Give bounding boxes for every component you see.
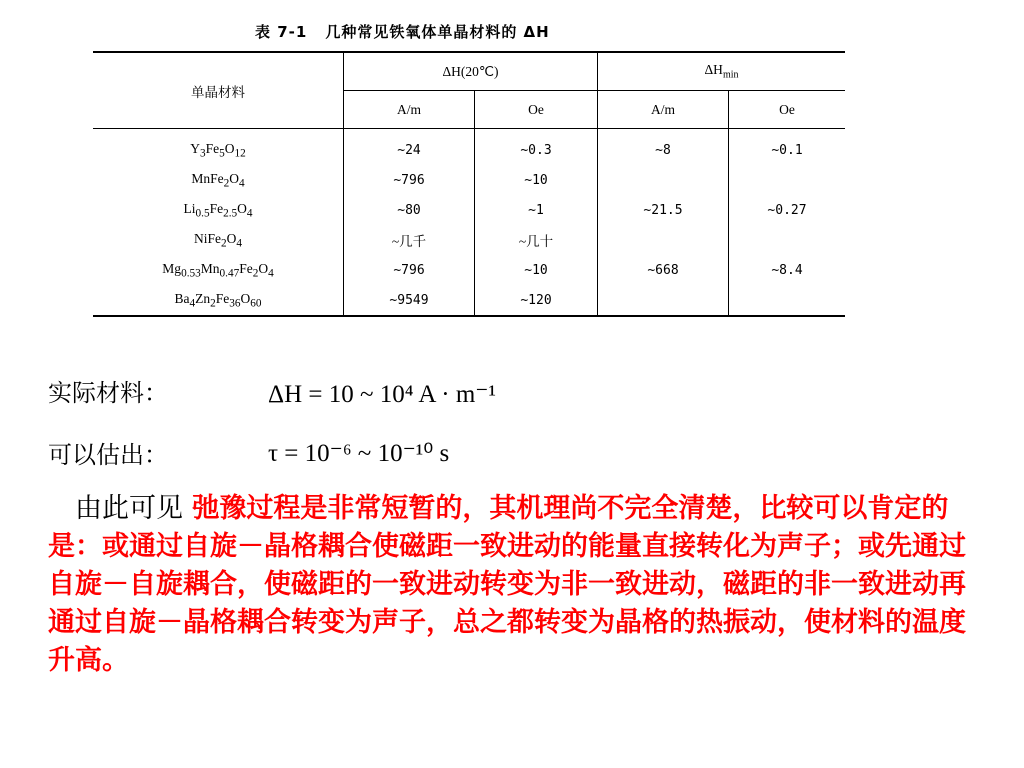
value-cell <box>729 165 846 195</box>
value-cell: ~10 <box>475 255 598 285</box>
value-cell: ~21.5 <box>598 195 729 225</box>
material-cell: $Y_3Fe_5O_{12}$ <box>190 140 246 160</box>
table-row <box>93 255 845 285</box>
unit-cell: A/m <box>598 91 729 129</box>
table-header-row <box>93 52 845 91</box>
paragraph-highlight: 弛豫过程是非常短暂的，其机理尚不完全清楚，比较可以肯定的是：或通过自旋－晶格耦合使磁距一致进动的能量直接转化为声子；或先通过自旋－自旋耦合，使磁距的一致进动转变为非一致进动，磁距的非一致进动再通过自旋－晶格耦合转变为声子，总之都转变为晶格的热振动，使材料的温度升高。 <box>48 493 966 676</box>
header-delta-h-min-symbol: ΔH <box>704 62 723 78</box>
value-cell: ~668 <box>598 255 729 285</box>
material-cell: $Mg_{0.53}Mn_{0.47}Fe_2O_4$ <box>162 260 274 280</box>
header-delta-h-20c: ΔH(20℃) <box>344 52 598 91</box>
ferrite-table <box>93 51 845 317</box>
value-cell: ~8.4 <box>729 255 846 285</box>
table-row <box>93 165 845 195</box>
table-row <box>93 195 845 225</box>
value-cell: ~1 <box>475 195 598 225</box>
header-delta-h-min-sub: min <box>722 69 739 81</box>
value-cell: ~几十 <box>475 225 598 255</box>
table-row <box>93 129 845 166</box>
value-cell <box>598 225 729 255</box>
explanation-paragraph <box>48 490 978 680</box>
tau-formula: τ = 10⁻⁶ ~ 10⁻¹⁰ s <box>268 440 450 467</box>
material-cell: $NiFe_2O_4$ <box>194 230 242 250</box>
header-material: 单晶材料 <box>93 52 344 129</box>
table-caption <box>255 21 550 42</box>
value-cell <box>598 165 729 195</box>
estimate-label: 可以估出： <box>48 441 168 469</box>
table-caption-text: 几种常见铁氧体单晶材料的 ΔH <box>325 23 550 41</box>
table-number: 表 7-1 <box>255 23 308 41</box>
value-cell: ~0.1 <box>729 129 846 166</box>
value-cell: ~8 <box>598 129 729 166</box>
table-row <box>93 225 845 255</box>
value-cell <box>729 285 846 316</box>
unit-cell: Oe <box>729 91 846 129</box>
delta-h-formula: ΔH = 10 ~ 10⁴ A · m⁻¹ <box>268 381 496 408</box>
material-cell: $Li_{0.5}Fe_{2.5}O_4$ <box>183 200 253 220</box>
table-row <box>93 285 845 316</box>
actual-material-label: 实际材料： <box>48 379 168 407</box>
value-cell: ~796 <box>344 255 475 285</box>
value-cell: ~0.27 <box>729 195 846 225</box>
material-cell: $Ba_4Zn_2Fe_{36}O_{60}$ <box>93 285 344 316</box>
header-delta-h-min <box>598 52 846 91</box>
material-cell: $MnFe_2O_4$ <box>191 170 245 190</box>
value-cell: ~80 <box>344 195 475 225</box>
value-cell: ~24 <box>344 129 475 166</box>
value-cell: ~0.3 <box>475 129 598 166</box>
value-cell: ~120 <box>475 285 598 316</box>
value-cell: ~796 <box>344 165 475 195</box>
value-cell: ~几千 <box>344 225 475 255</box>
value-cell: ~9549 <box>344 285 475 316</box>
unit-cell: Oe <box>475 91 598 129</box>
value-cell: ~10 <box>475 165 598 195</box>
value-cell <box>729 225 846 255</box>
value-cell <box>598 285 729 316</box>
paragraph-lead: 由此可见 <box>75 493 183 524</box>
unit-cell: A/m <box>344 91 475 129</box>
